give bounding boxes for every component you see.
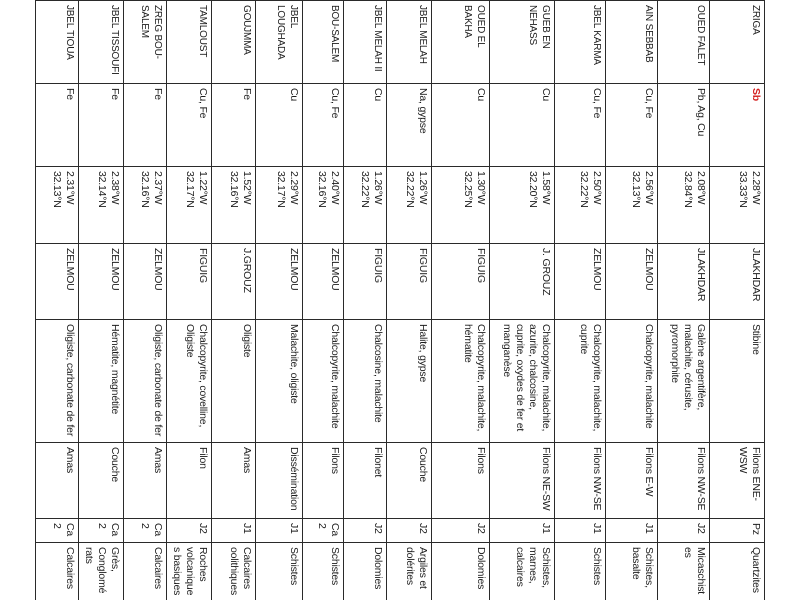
host-rock-cell: Calcaires	[124, 543, 167, 600]
table-row	[657, 1, 709, 600]
minerals-cell: Chalcopyrite, malachite, hématite	[432, 320, 489, 443]
substance-cell: Cu	[256, 84, 303, 167]
host-rock-cell: Schistes, basalte	[606, 543, 657, 600]
morphology-cell: Filonet	[344, 443, 387, 519]
map-sheet-cell: ZELMOU	[303, 244, 344, 320]
map-sheet-cell: FIGUIG	[387, 244, 432, 320]
host-rock-cell: Dolomies	[432, 543, 489, 600]
table-row	[167, 1, 212, 600]
map-sheet-cell: ZELMOU	[36, 244, 79, 320]
map-sheet-cell: FIGUIG	[432, 244, 489, 320]
gite-name-cell: GOUJMMA	[212, 1, 256, 84]
minerals-cell: Hématite, magnétite	[79, 320, 124, 443]
coordinates-cell: 1.52°W 32.16°N	[212, 167, 256, 244]
coordinates-cell: 2.38°W 32.14°N	[79, 167, 124, 244]
age-cell: J2	[167, 519, 212, 543]
age-cell: J1	[555, 519, 606, 543]
host-rock-cell: Calcaires	[36, 543, 79, 600]
minerals-cell: Chalcopyrite, malachite, azurite, chalcosine, cuprite, oxydes de fer et manganèse	[489, 320, 555, 443]
age-cell: J1	[489, 519, 555, 543]
age-cell: Pz	[709, 519, 764, 543]
age-cell: Ca2	[124, 519, 167, 543]
host-rock-cell: Dolomies	[344, 543, 387, 600]
minerals-cell: Oligiste	[212, 320, 256, 443]
table-row	[387, 1, 432, 600]
minerals-cell: Galène argentifère, malachite, cérusite, pyromorphite	[657, 320, 709, 443]
age-cell: J2	[657, 519, 709, 543]
host-rock-cell: Schistes, marnes, calcaires	[489, 543, 555, 600]
coordinates-cell: 2.50°W 32.22°N	[555, 167, 606, 244]
gite-name-cell: JBEL LOUGHADA	[256, 1, 303, 84]
morphology-cell: Filons	[303, 443, 344, 519]
host-rock-cell: Calcaires oolithiques	[212, 543, 256, 600]
morphology-cell: Filons NE-SW	[489, 443, 555, 519]
map-sheet-cell: JLAKHDAR	[657, 244, 709, 320]
coordinates-cell: 2.08°W 32.84°N	[657, 167, 709, 244]
host-rock-cell: Schistes	[303, 543, 344, 600]
age-cell: J1	[212, 519, 256, 543]
host-rock-cell: Grès, Conglomérats	[79, 543, 124, 600]
age-cell: Ca2	[79, 519, 124, 543]
morphology-cell: Filons ENE-WSW	[709, 443, 764, 519]
host-rock-cell: Micaschistes	[657, 543, 709, 600]
substance-cell: Pb, Ag, Cu	[657, 84, 709, 167]
substance-cell: Fe	[124, 84, 167, 167]
gite-name-cell: JBEL TIOUA	[36, 1, 79, 84]
coordinates-cell: 2.37°W 32.16°N	[124, 167, 167, 244]
substance-cell: Fe	[79, 84, 124, 167]
coordinates-cell: 2.31°W 32.13°N	[36, 167, 79, 244]
map-sheet-cell: FIGUIG	[344, 244, 387, 320]
coordinates-cell: 2.28°W 33.33°N	[709, 167, 764, 244]
age-cell: Ca2	[303, 519, 344, 543]
map-sheet-cell: ZELMOU	[606, 244, 657, 320]
morphology-cell: Filons NW-SE	[555, 443, 606, 519]
table-body	[36, 1, 765, 600]
coordinates-cell: 2.29°W 32.17°N	[256, 167, 303, 244]
host-rock-cell: Schistes	[555, 543, 606, 600]
minerals-cell: Chalcosine, malachite	[344, 320, 387, 443]
minerals-cell: Malachite, oligiste	[256, 320, 303, 443]
coordinates-cell: 1.26°W 32.22°N	[344, 167, 387, 244]
minerals-cell: Chalcopyrite, covelline, Oligiste	[167, 320, 212, 443]
minerals-cell: Chalcopyrite, malachite, cuprite	[555, 320, 606, 443]
gite-name-cell: GUEB EN NEHASS	[489, 1, 555, 84]
table-row	[303, 1, 344, 600]
morphology-cell: Filons NW-SE	[657, 443, 709, 519]
coordinates-cell: 1.30°W 32.25°N	[432, 167, 489, 244]
morphology-cell: Dissémination	[256, 443, 303, 519]
coordinates-cell: 2.56°W 32.13°N	[606, 167, 657, 244]
host-rock-cell: Argiles et dolérites	[387, 543, 432, 600]
morphology-cell: Filon	[167, 443, 212, 519]
table-row	[344, 1, 387, 600]
morphology-cell: Filons E-W	[606, 443, 657, 519]
gite-name-cell: BOU-SALEM	[303, 1, 344, 84]
map-sheet-cell: J.GROUZ	[212, 244, 256, 320]
morphology-cell: Amas	[124, 443, 167, 519]
age-cell: Ca2	[36, 519, 79, 543]
map-sheet-cell: J. GROUZ	[489, 244, 555, 320]
substance-cell: Cu, Fe	[167, 84, 212, 167]
table-row	[709, 1, 764, 600]
coordinates-cell: 1.26°W 32.22°N	[387, 167, 432, 244]
deposits-table	[35, 0, 765, 600]
substance-cell: Cu	[489, 84, 555, 167]
substance-cell: Fe	[212, 84, 256, 167]
table-row	[36, 1, 79, 600]
substance-cell: Sb	[709, 84, 764, 167]
age-cell: J1	[606, 519, 657, 543]
substance-cell: Cu, Fe	[555, 84, 606, 167]
table-row	[555, 1, 606, 600]
gite-name-cell: JBEL MELAH II	[344, 1, 387, 84]
host-rock-cell: Roches volcaniques basiques	[167, 543, 212, 600]
gite-name-cell: ZRIGA	[709, 1, 764, 84]
table-row	[606, 1, 657, 600]
minerals-cell: Oligiste, carbonate de fer	[36, 320, 79, 443]
age-cell: J2	[432, 519, 489, 543]
table-row	[124, 1, 167, 600]
map-sheet-cell: JLAKHDAR	[709, 244, 764, 320]
coordinates-cell: 1.58°W 32.20°N	[489, 167, 555, 244]
morphology-cell: Filons	[432, 443, 489, 519]
morphology-cell: Amas	[212, 443, 256, 519]
minerals-cell: Halite, gypse	[387, 320, 432, 443]
gite-name-cell: AIN SEBBAB	[606, 1, 657, 84]
host-rock-cell: Quartzites	[709, 543, 764, 600]
substance-cell: Na, gypse	[387, 84, 432, 167]
gite-name-cell: ZREG BOU-SALEM	[124, 1, 167, 84]
gite-name-cell: JBEL MELAH	[387, 1, 432, 84]
minerals-cell: Chalcopyrite, malachite	[303, 320, 344, 443]
substance-cell: Cu, Fe	[606, 84, 657, 167]
map-sheet-cell: ZELMOU	[256, 244, 303, 320]
map-sheet-cell: ZELMOU	[555, 244, 606, 320]
gite-name-cell: JBEL KARMA	[555, 1, 606, 84]
table-row	[256, 1, 303, 600]
table-row	[489, 1, 555, 600]
morphology-cell: Couche	[79, 443, 124, 519]
substance-cell: Fe	[36, 84, 79, 167]
map-sheet-cell: ZELMOU	[124, 244, 167, 320]
coordinates-cell: 1.22°W 32.17°N	[167, 167, 212, 244]
map-sheet-cell: FIGUIG	[167, 244, 212, 320]
morphology-cell: Couche	[387, 443, 432, 519]
rotated-table-wrapper	[35, 0, 765, 600]
table-row	[212, 1, 256, 600]
substance-cell: Cu	[432, 84, 489, 167]
age-cell: J1	[256, 519, 303, 543]
minerals-cell: Stibine	[709, 320, 764, 443]
gite-name-cell: TAMLOUST	[167, 1, 212, 84]
table-row	[79, 1, 124, 600]
gite-name-cell: JBEL TISSOUFI	[79, 1, 124, 84]
gite-name-cell: OUED FALET	[657, 1, 709, 84]
age-cell: J2	[344, 519, 387, 543]
host-rock-cell: Schistes	[256, 543, 303, 600]
age-cell: J2	[387, 519, 432, 543]
minerals-cell: Chalcopyrite, malachite	[606, 320, 657, 443]
map-sheet-cell: ZELMOU	[79, 244, 124, 320]
morphology-cell: Amas	[36, 443, 79, 519]
coordinates-cell: 2.40°W 32.16°N	[303, 167, 344, 244]
substance-cell: Cu, Fe	[303, 84, 344, 167]
gite-name-cell: OUED EL BAKHA	[432, 1, 489, 84]
table-row	[432, 1, 489, 600]
substance-cell: Cu	[344, 84, 387, 167]
minerals-cell: Oligiste, carbonate de fer	[124, 320, 167, 443]
